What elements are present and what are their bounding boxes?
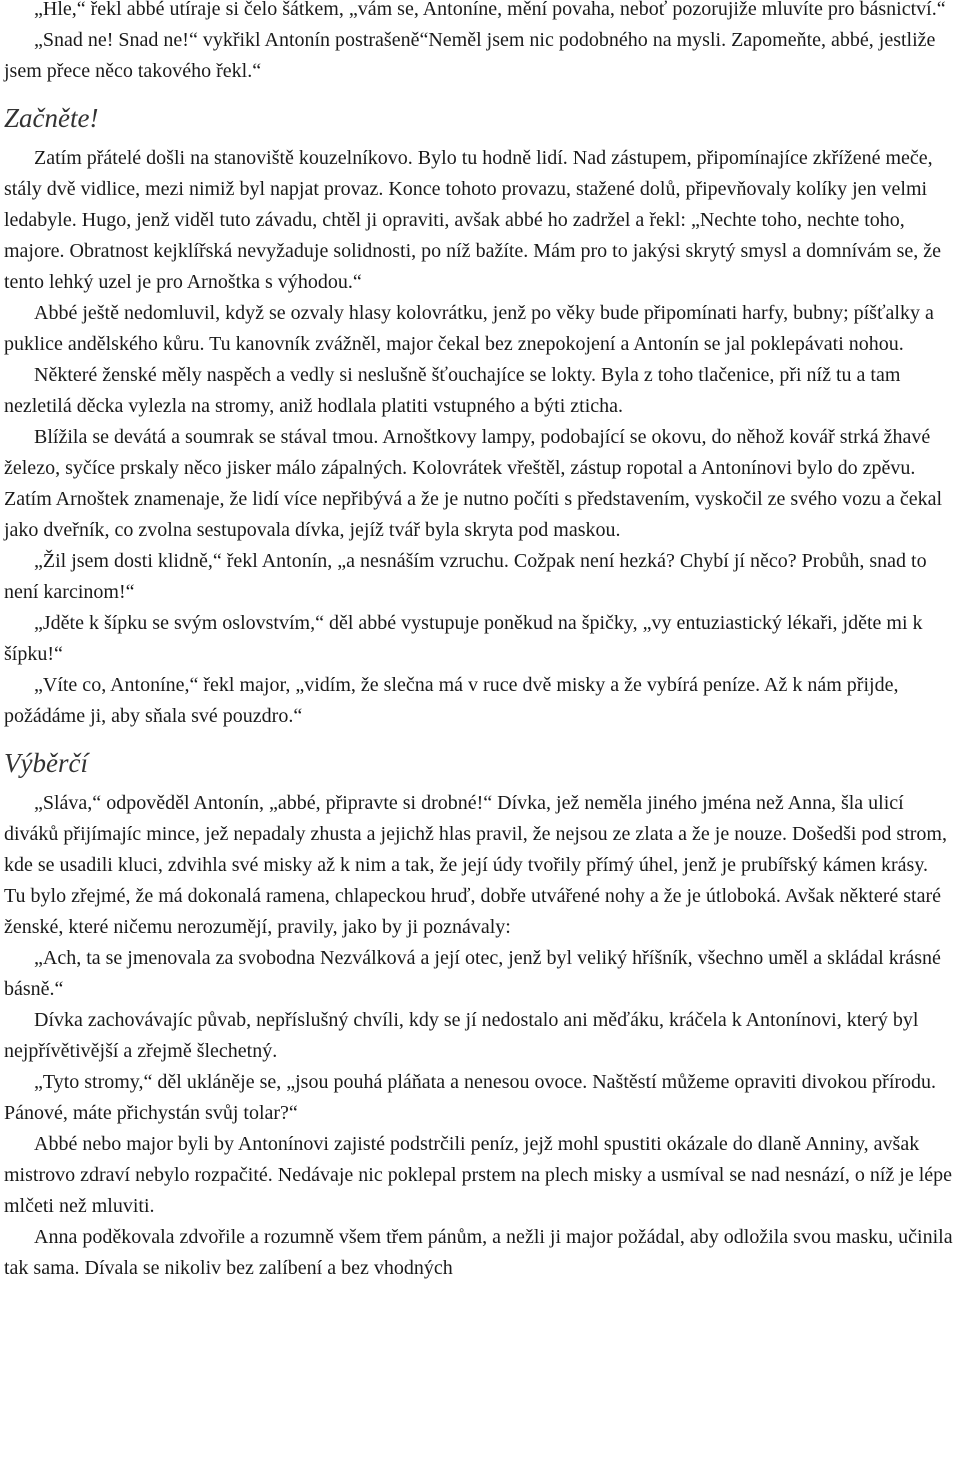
paragraph-5: Některé ženské měly naspěch a vedly si neslušně šťouchajíce se lokty. Byla z toho tlačenice, při níž tu a tam nezletilá děcka vylezla na stromy, aniž hodlala platiti vstupného a býti zticha. <box>4 364 901 417</box>
paragraph-13: „Tyto stromy,“ děl ukláněje se, „jsou pouhá pláňata a nenesou ovoce. Naštěstí můžeme opraviti divokou přírodu. Pánové, máte přichystán svůj tolar?“ <box>4 1071 937 1124</box>
paragraph-1: „Hle,“ řekl abbé utíraje si čelo šátkem, „vám se, Antoníne, mění povaha, neboť pozorujiže mluvíte pro básnictví.“ <box>34 0 946 20</box>
paragraph-15: Anna poděkovala zdvořile a rozumně všem třem pánům, a nežli ji major požádal, aby odložila svou masku, učinila tak sama. Dívala se nikoliv bez zalíbení a bez vhodných <box>4 1226 953 1279</box>
section-heading-vyberci: Výběrčí <box>4 748 88 778</box>
paragraph-10: „Sláva,“ odpověděl Antonín, „abbé, připravte si drobné!“ Dívka, jež neměla jiného jména než Anna, šla ulicí diváků přijímajíc mince, jež nepadaly zhusta a jejichž hlas pravil, že nejsou ze zlata a že je nouze. Došedši pod strom, kde se usadili kluci, zdvihla své misky až k nim a tak, že její údy tvořily přímý úhel, jenž je prubířský kámen krásy. Tu bylo zřejmé, že má dokonalá ramena, chlapeckou hruď, dobře utvářené nohy a že je útloboká. Avšak některé staré ženské, které ničemu nerozumějí, pravily, jako by ji poznávaly: <box>4 792 947 938</box>
paragraph-14: Abbé nebo major byli by Antonínovi zajisté podstrčili peníz, jejž mohl spustiti okázale do dlaně Anniny, avšak mistrovo zdraví nebylo rozpačité. Nedávaje nic poklepal prstem na plech misky a usmíval se nad nesnází, o níž je lépe mlčeti než mluviti. <box>4 1133 953 1217</box>
paragraph-12: Dívka zachovávajíc půvab, nepříslušný chvíli, kdy se jí nedostalo ani měďáku, kráčela k Antonínovi, který byl nejpřívětivější a zřejmě šlechetný. <box>4 1009 919 1062</box>
paragraph-11: „Ach, ta se jmenovala za svobodna Nezválková a její otec, jenž byl veliký hříšník, všechno uměl a skládal krásné básně.“ <box>4 947 941 1000</box>
paragraph-6: Blížila se devátá a soumrak se stával tmou. Arnoštkovy lampy, podobající se okovu, do něhož kovář strká žhavé železo, syčíce prskaly něco jisker málo zápalných. Kolovrátek vřeštěl, zástup ropotal a Antonínovi bylo do zpěvu. Zatím Arnoštek znamenaje, že lidí více nepřibývá a že je nutno počíti s představením, vyskočil ze svého vozu a čekal jako dveřník, co zvolna sestupovala dívka, jejíž tvář byla skryta pod maskou. <box>4 426 943 541</box>
paragraph-3: Zatím přátelé došli na stanoviště kouzelníkovo. Bylo tu hodně lidí. Nad zástupem, připomínajíce zkřížené meče, stály dvě vidlice, mezi nimiž byl napjat provaz. Konce tohoto provazu, stažené dolů, připevňovaly kolíky jen velmi ledabyle. Hugo, jenž viděl tuto závadu, chtěl ji opraviti, avšak abbé ho zadržel a řekl: „Nechte toho, nechte toho, majore. Obratnost kejklířská nevyžaduje solidnosti, po níž bažíte. Mám pro to jakýsi skrytý smysl a domnívám se, že tento lehký uzel je pro Arnoštka s výhodou.“ <box>4 147 942 293</box>
paragraph-2: „Snad ne! Snad ne!“ vykřikl Antonín postrašeně“Neměl jsem nic podobného na mysli. Zapomeňte, abbé, jestliže jsem přece něco takového řekl.“ <box>4 29 936 82</box>
paragraph-9: „Víte co, Antoníne,“ řekl major, „vidím, že slečna má v ruce dvě misky a že vybírá peníze. Až k nám přijde, požádáme ji, aby sňala své pouzdro.“ <box>4 674 899 727</box>
paragraph-4: Abbé ještě nedomluvil, když se ozvaly hlasy kolovrátku, jenž po věky bude připomínati harfy, bubny; píšťalky a puklice andělského kůru. Tu kanovník zvážněl, major čekal bez znepokojení a Antonín se jal poklepávati nohou. <box>4 302 934 355</box>
paragraph-8: „Jděte k šípku se svým oslovstvím,“ děl abbé vystupuje poněkud na špičky, „vy entuziastický lékaři, jděte mi k šípku!“ <box>4 612 923 665</box>
paragraph-7: „Žil jsem dosti klidně,“ řekl Antonín, „a nesnáším vzruchu. Cožpak není hezká? Chybí jí něco? Probůh, snad to není karcinom!“ <box>4 550 927 603</box>
section-heading-zacnete: Začněte! <box>4 103 99 133</box>
